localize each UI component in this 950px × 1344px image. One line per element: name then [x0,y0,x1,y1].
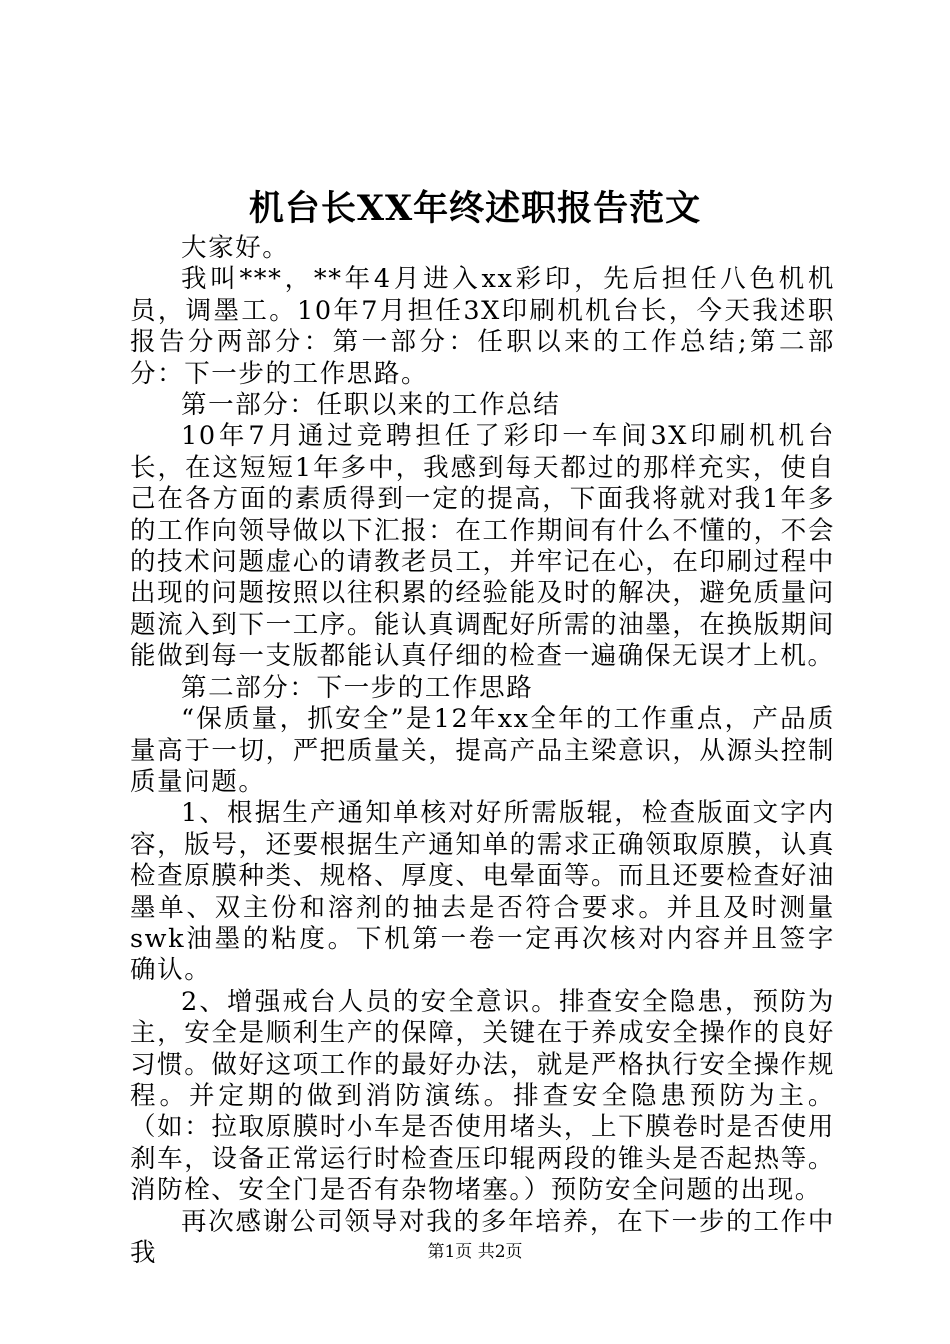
paragraph-closing: 再次感谢公司领导对我的多年培养，在下一步的工作中我 [130,1206,835,1268]
paragraph-item-two: 2、增强戒台人员的安全意识。排查安全隐患，预防为主，安全是顺利生产的保障，关键在于养成安全操作的良好习惯。做好这项工作的最好办法，就是严格执行安全操作规程。并定期的做到消防演练。排查安全隐患预防为主。（如：拉取原膜时小车是否使用堵头，上下膜卷时是否使用刹车，设备正常运行时检查压印辊两段的锥头是否起热等。消防栓、安全门是否有杂物堵塞。）预防安全问题的出现。 [130,986,835,1206]
paragraph-greeting: 大家好。 [181,233,290,263]
page-number-footer: 第1页 共2页 [427,1242,523,1262]
paragraph-quality-safety: “保质量，抓安全”是12年xx全年的工作重点，产品质量高于一切，严把质量关，提高产品主梁意识，从源头控制质量问题。 [130,704,835,797]
section-heading-part-one: 第一部分：任职以来的工作总结 [181,390,561,421]
document-body [130,233,835,1269]
section-heading-part-two: 第二部分：下一步的工作思路 [181,672,534,703]
document-title: 机台长XX年终述职报告范文 [248,188,702,229]
paragraph-work-summary: 10年7月通过竞聘担任了彩印一车间3X印刷机机台长，在这短短1年多中，我感到每天都过的那样充实，使自己在各方面的素质得到一定的提高，下面我将就对我1年多的工作向领导做以下汇报：在工作期间有什么不懂的，不会的技术问题虚心的请教老员工，并牢记在心，在印刷过程中出现的问题按照以往积累的经验能及时的解决，避免质量问题流入到下一工序。能认真调配好所需的油墨，在换版期间能做到每一支版都能认真仔细的检查一遍确保无误才上机。 [130,421,835,672]
paragraph-item-one: 1、根据生产通知单核对好所需版辊，检查版面文字内容，版号，还要根据生产通知单的需求正确领取原膜，认真检查原膜种类、规格、厚度、电晕面等。而且还要检查好油墨单、双主份和溶剂的抽去是否符合要求。并且及时测量swk油墨的粘度。下机第一卷一定再次核对内容并且签字确认。 [130,798,835,986]
paragraph-introduction: 我叫***，**年4月进入xx彩印，先后担任八色机机员，调墨工。10年7月担任3X印刷机机台长，今天我述职报告分两部分：第一部分：任职以来的工作总结;第二部分：下一步的工作思路。 [130,264,835,389]
